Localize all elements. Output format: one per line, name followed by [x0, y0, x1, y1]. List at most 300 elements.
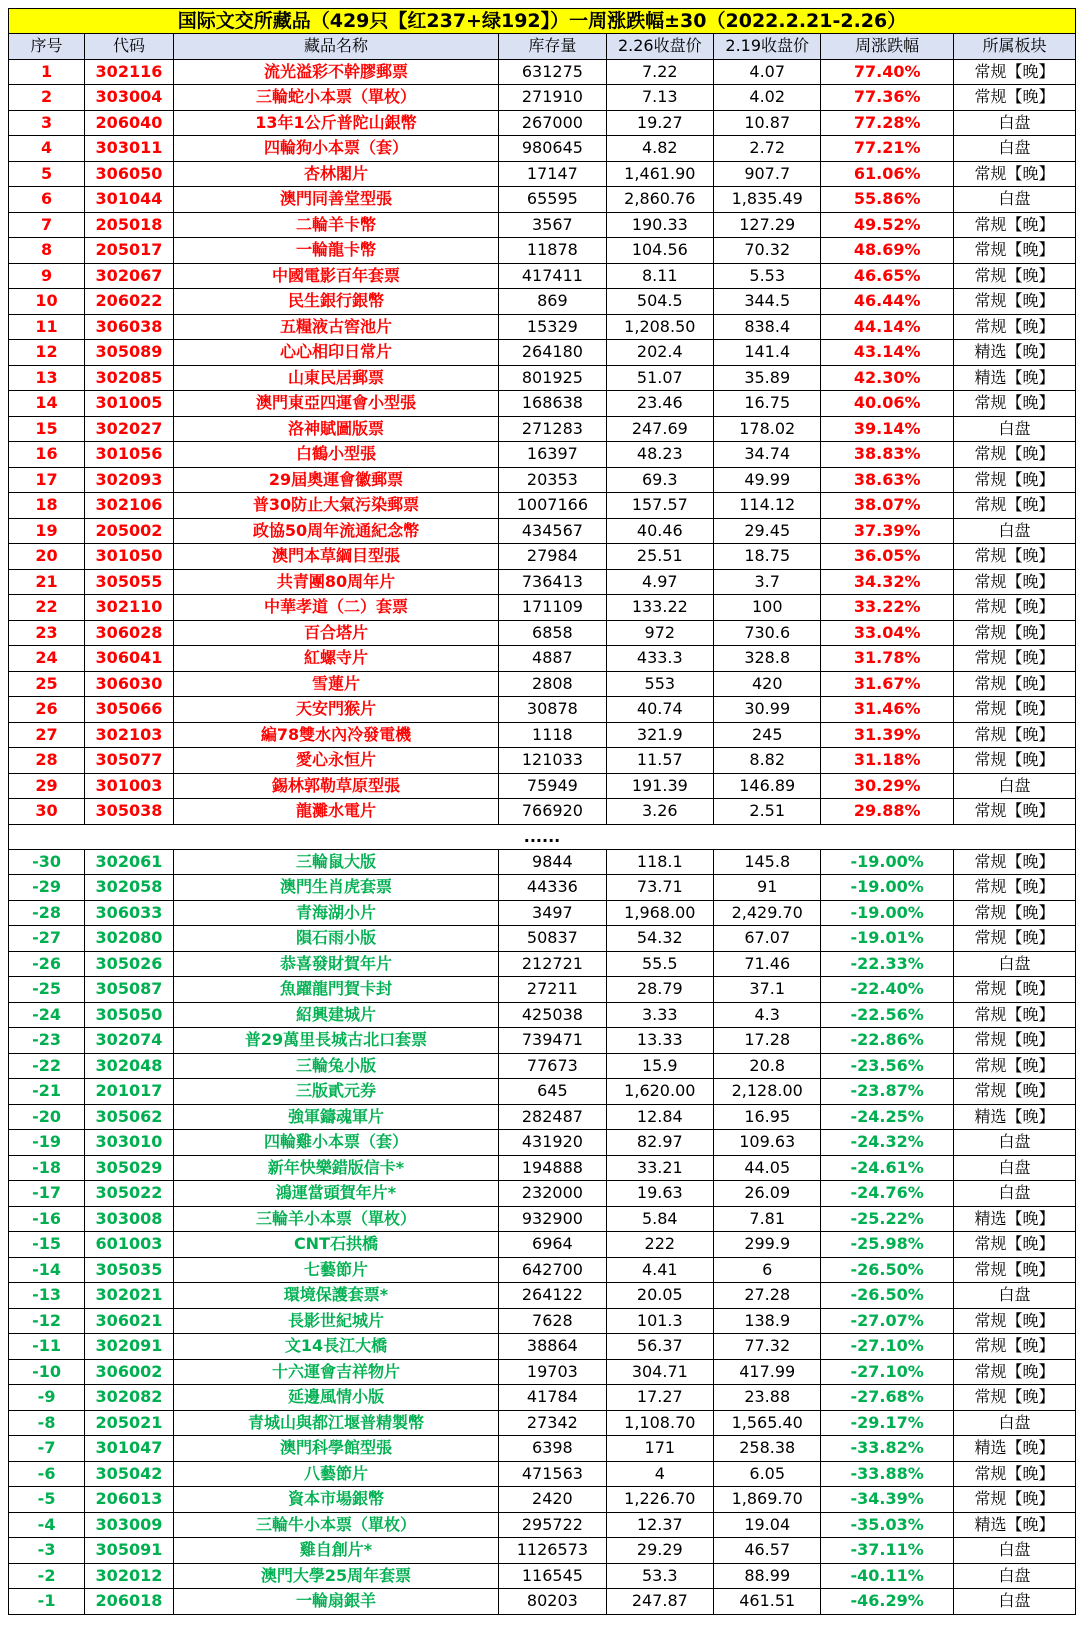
cell-weekly-change: -33.82%	[821, 1436, 953, 1462]
cell-close-0226: 17.27	[606, 1385, 713, 1411]
cell-weekly-change: -25.98%	[821, 1232, 953, 1258]
cell-weekly-change: 29.88%	[821, 799, 953, 825]
cell-name: 四輪狗小本票（套）	[173, 136, 498, 162]
cell-name: 百合塔片	[173, 620, 498, 646]
cell-code: 305055	[85, 569, 174, 595]
cell-index: -8	[9, 1410, 85, 1436]
cell-code: 302080	[85, 926, 174, 952]
cell-weekly-change: 49.52%	[821, 212, 953, 238]
header-close-0226: 2.26收盘价	[606, 34, 713, 60]
cell-board: 常规【晚】	[953, 1359, 1075, 1385]
cell-weekly-change: -23.56%	[821, 1053, 953, 1079]
cell-weekly-change: 33.04%	[821, 620, 953, 646]
cell-close-0219: 4.07	[714, 59, 821, 85]
gainers-section	[9, 59, 1076, 824]
table-row	[9, 59, 1076, 85]
cell-code: 302093	[85, 467, 174, 493]
cell-close-0219: 109.63	[714, 1130, 821, 1156]
cell-close-0219: 907.7	[714, 161, 821, 187]
separator-row	[9, 824, 1076, 849]
cell-index: -30	[9, 849, 85, 875]
cell-weekly-change: -46.29%	[821, 1589, 953, 1615]
cell-close-0226: 55.5	[606, 951, 713, 977]
cell-code: 301044	[85, 187, 174, 213]
cell-code: 206018	[85, 1589, 174, 1615]
cell-close-0219: 114.12	[714, 493, 821, 519]
cell-name: 澳門科學館型張	[173, 1436, 498, 1462]
cell-board: 常规【晚】	[953, 926, 1075, 952]
cell-code: 305050	[85, 1002, 174, 1028]
cell-close-0226: 4.41	[606, 1257, 713, 1283]
cell-index: -27	[9, 926, 85, 952]
table-row	[9, 1028, 1076, 1054]
cell-board: 白盘	[953, 1563, 1075, 1589]
cell-stock: 80203	[499, 1589, 606, 1615]
cell-index: -2	[9, 1563, 85, 1589]
cell-name: 七藝節片	[173, 1257, 498, 1283]
cell-code: 302106	[85, 493, 174, 519]
cell-weekly-change: 31.78%	[821, 646, 953, 672]
cell-name: 鴻運當頭賀年片*	[173, 1181, 498, 1207]
cell-close-0219: 730.6	[714, 620, 821, 646]
cell-code: 306030	[85, 671, 174, 697]
table-row	[9, 671, 1076, 697]
cell-name: 二輪羊卡幣	[173, 212, 498, 238]
cell-name: 四輪雞小本票（套）	[173, 1130, 498, 1156]
cell-code: 302058	[85, 875, 174, 901]
cell-index: -24	[9, 1002, 85, 1028]
cell-close-0226: 40.74	[606, 697, 713, 723]
cell-board: 常规【晚】	[953, 1028, 1075, 1054]
table-row	[9, 467, 1076, 493]
cell-stock: 736413	[499, 569, 606, 595]
cell-board: 精选【晚】	[953, 1104, 1075, 1130]
cell-code: 302103	[85, 722, 174, 748]
cell-name: 紅螺寺片	[173, 646, 498, 672]
cell-stock: 65595	[499, 187, 606, 213]
cell-close-0219: 18.75	[714, 544, 821, 570]
cell-close-0219: 30.99	[714, 697, 821, 723]
cell-name: 13年1公斤普陀山銀幣	[173, 110, 498, 136]
cell-stock: 4887	[499, 646, 606, 672]
table-row	[9, 493, 1076, 519]
cell-board: 白盘	[953, 187, 1075, 213]
cell-board: 常规【晚】	[953, 85, 1075, 111]
table-row	[9, 238, 1076, 264]
cell-stock: 295722	[499, 1512, 606, 1538]
cell-weekly-change: -24.61%	[821, 1155, 953, 1181]
cell-board: 常规【晚】	[953, 467, 1075, 493]
cell-name: 五糧液古窖池片	[173, 314, 498, 340]
cell-name: 白鶴小型張	[173, 442, 498, 468]
cell-stock: 264180	[499, 340, 606, 366]
cell-index: -7	[9, 1436, 85, 1462]
table-row	[9, 926, 1076, 952]
cell-name: 民生銀行銀幣	[173, 289, 498, 315]
cell-close-0226: 53.3	[606, 1563, 713, 1589]
cell-stock: 980645	[499, 136, 606, 162]
cell-close-0226: 191.39	[606, 773, 713, 799]
cell-close-0226: 12.37	[606, 1512, 713, 1538]
table-row	[9, 1002, 1076, 1028]
cell-code: 206022	[85, 289, 174, 315]
cell-close-0219: 417.99	[714, 1359, 821, 1385]
cell-name: 雞自創片*	[173, 1538, 498, 1564]
cell-close-0226: 12.84	[606, 1104, 713, 1130]
cell-index: 17	[9, 467, 85, 493]
cell-stock: 38864	[499, 1334, 606, 1360]
table-row	[9, 951, 1076, 977]
cell-board: 白盘	[953, 1538, 1075, 1564]
cell-code: 305091	[85, 1538, 174, 1564]
cell-code: 301050	[85, 544, 174, 570]
header-weekly-change: 周涨跌幅	[821, 34, 953, 60]
cell-index: -29	[9, 875, 85, 901]
cell-index: -3	[9, 1538, 85, 1564]
cell-code: 302067	[85, 263, 174, 289]
cell-weekly-change: 38.83%	[821, 442, 953, 468]
cell-index: -5	[9, 1487, 85, 1513]
cell-code: 201017	[85, 1079, 174, 1105]
cell-close-0219: 49.99	[714, 467, 821, 493]
cell-close-0219: 17.28	[714, 1028, 821, 1054]
cell-close-0219: 461.51	[714, 1589, 821, 1615]
cell-close-0219: 4.3	[714, 1002, 821, 1028]
cell-weekly-change: -22.86%	[821, 1028, 953, 1054]
cell-board: 白盘	[953, 518, 1075, 544]
cell-stock: 171109	[499, 595, 606, 621]
cell-name: CNT石拱橋	[173, 1232, 498, 1258]
cell-close-0226: 7.22	[606, 59, 713, 85]
cell-close-0219: 27.28	[714, 1283, 821, 1309]
cell-index: -10	[9, 1359, 85, 1385]
cell-weekly-change: 39.14%	[821, 416, 953, 442]
cell-index: 7	[9, 212, 85, 238]
cell-index: -15	[9, 1232, 85, 1258]
cell-close-0219: 16.75	[714, 391, 821, 417]
cell-close-0226: 69.3	[606, 467, 713, 493]
cell-board: 常规【晚】	[953, 1079, 1075, 1105]
table-row	[9, 365, 1076, 391]
cell-stock: 3567	[499, 212, 606, 238]
cell-code: 305066	[85, 697, 174, 723]
cell-board: 白盘	[953, 1130, 1075, 1156]
cell-weekly-change: -24.32%	[821, 1130, 953, 1156]
cell-code: 302021	[85, 1283, 174, 1309]
cell-close-0226: 1,968.00	[606, 900, 713, 926]
cell-board: 白盘	[953, 136, 1075, 162]
cell-weekly-change: -26.50%	[821, 1257, 953, 1283]
cell-code: 601003	[85, 1232, 174, 1258]
cell-close-0219: 26.09	[714, 1181, 821, 1207]
cell-code: 306033	[85, 900, 174, 926]
table-row	[9, 595, 1076, 621]
cell-stock: 264122	[499, 1283, 606, 1309]
cell-code: 206040	[85, 110, 174, 136]
cell-board: 白盘	[953, 951, 1075, 977]
cell-index: 30	[9, 799, 85, 825]
cell-index: -19	[9, 1130, 85, 1156]
cell-stock: 2420	[499, 1487, 606, 1513]
cell-name: 文14長江大橋	[173, 1334, 498, 1360]
cell-close-0226: 202.4	[606, 340, 713, 366]
cell-weekly-change: 77.28%	[821, 110, 953, 136]
cell-close-0226: 222	[606, 1232, 713, 1258]
table-row	[9, 1155, 1076, 1181]
cell-close-0219: 23.88	[714, 1385, 821, 1411]
cell-name: 三輪兔小版	[173, 1053, 498, 1079]
cell-close-0226: 40.46	[606, 518, 713, 544]
cell-board: 常规【晚】	[953, 263, 1075, 289]
cell-close-0219: 2,128.00	[714, 1079, 821, 1105]
cell-close-0226: 20.05	[606, 1283, 713, 1309]
cell-board: 常规【晚】	[953, 442, 1075, 468]
cell-index: 8	[9, 238, 85, 264]
cell-close-0226: 7.13	[606, 85, 713, 111]
cell-board: 白盘	[953, 1589, 1075, 1615]
cell-close-0226: 171	[606, 1436, 713, 1462]
cell-name: 紹興建城片	[173, 1002, 498, 1028]
cell-weekly-change: -37.11%	[821, 1538, 953, 1564]
cell-board: 精选【晚】	[953, 1436, 1075, 1462]
cell-code: 305029	[85, 1155, 174, 1181]
cell-weekly-change: -23.87%	[821, 1079, 953, 1105]
cell-code: 305042	[85, 1461, 174, 1487]
table-row	[9, 1359, 1076, 1385]
cell-close-0219: 34.74	[714, 442, 821, 468]
cell-close-0226: 8.11	[606, 263, 713, 289]
cell-code: 301003	[85, 773, 174, 799]
table-row	[9, 1181, 1076, 1207]
table-row	[9, 977, 1076, 1003]
cell-close-0226: 82.97	[606, 1130, 713, 1156]
table-row	[9, 1589, 1076, 1615]
cell-name: 強軍鑄魂軍片	[173, 1104, 498, 1130]
cell-name: 青城山與都江堰普精製幣	[173, 1410, 498, 1436]
cell-close-0226: 51.07	[606, 365, 713, 391]
header-board: 所属板块	[953, 34, 1075, 60]
cell-close-0219: 146.89	[714, 773, 821, 799]
cell-stock: 194888	[499, 1155, 606, 1181]
table-row	[9, 136, 1076, 162]
cell-close-0219: 37.1	[714, 977, 821, 1003]
cell-board: 白盘	[953, 1181, 1075, 1207]
cell-stock: 3497	[499, 900, 606, 926]
table-row	[9, 1334, 1076, 1360]
cell-board: 常规【晚】	[953, 849, 1075, 875]
cell-code: 302074	[85, 1028, 174, 1054]
cell-close-0226: 433.3	[606, 646, 713, 672]
cell-stock: 631275	[499, 59, 606, 85]
cell-index: -28	[9, 900, 85, 926]
cell-code: 205017	[85, 238, 174, 264]
table-row	[9, 1410, 1076, 1436]
cell-board: 常规【晚】	[953, 391, 1075, 417]
cell-stock: 271910	[499, 85, 606, 111]
cell-name: 資本市場銀幣	[173, 1487, 498, 1513]
cell-close-0226: 1,208.50	[606, 314, 713, 340]
table-row	[9, 799, 1076, 825]
cell-close-0219: 35.89	[714, 365, 821, 391]
cell-weekly-change: 77.40%	[821, 59, 953, 85]
table-row	[9, 161, 1076, 187]
cell-close-0226: 304.71	[606, 1359, 713, 1385]
cell-code: 302061	[85, 849, 174, 875]
cell-index: 13	[9, 365, 85, 391]
table-row	[9, 289, 1076, 315]
cell-code: 302116	[85, 59, 174, 85]
cell-close-0219: 2,429.70	[714, 900, 821, 926]
cell-close-0219: 245	[714, 722, 821, 748]
cell-name: 愛心永恒片	[173, 748, 498, 774]
cell-weekly-change: -26.50%	[821, 1283, 953, 1309]
table-row	[9, 1130, 1076, 1156]
cell-stock: 1118	[499, 722, 606, 748]
separator-section	[9, 824, 1076, 849]
cell-close-0219: 19.04	[714, 1512, 821, 1538]
cell-board: 常规【晚】	[953, 748, 1075, 774]
cell-stock: 271283	[499, 416, 606, 442]
cell-board: 白盘	[953, 1410, 1075, 1436]
cell-close-0226: 2,860.76	[606, 187, 713, 213]
cell-name: 洛神賦圖版票	[173, 416, 498, 442]
cell-weekly-change: -22.40%	[821, 977, 953, 1003]
cell-close-0219: 178.02	[714, 416, 821, 442]
cell-weekly-change: -19.01%	[821, 926, 953, 952]
cell-index: -20	[9, 1104, 85, 1130]
cell-close-0219: 420	[714, 671, 821, 697]
cell-index: -9	[9, 1385, 85, 1411]
cell-index: -16	[9, 1206, 85, 1232]
cell-stock: 766920	[499, 799, 606, 825]
table-row	[9, 1385, 1076, 1411]
cell-name: 澳門本草綱目型張	[173, 544, 498, 570]
cell-stock: 20353	[499, 467, 606, 493]
table-row	[9, 1538, 1076, 1564]
table-row	[9, 773, 1076, 799]
cell-board: 常规【晚】	[953, 569, 1075, 595]
cell-close-0226: 5.84	[606, 1206, 713, 1232]
header-stock: 库存量	[499, 34, 606, 60]
cell-index: -14	[9, 1257, 85, 1283]
cell-weekly-change: -22.56%	[821, 1002, 953, 1028]
cell-board: 常规【晚】	[953, 289, 1075, 315]
cell-board: 常规【晚】	[953, 799, 1075, 825]
table-row	[9, 620, 1076, 646]
cell-close-0226: 972	[606, 620, 713, 646]
cell-weekly-change: 61.06%	[821, 161, 953, 187]
cell-weekly-change: 33.22%	[821, 595, 953, 621]
cell-close-0226: 247.69	[606, 416, 713, 442]
cell-code: 306021	[85, 1308, 174, 1334]
cell-stock: 739471	[499, 1028, 606, 1054]
cell-index: 19	[9, 518, 85, 544]
cell-close-0219: 70.32	[714, 238, 821, 264]
cell-board: 常规【晚】	[953, 595, 1075, 621]
cell-code: 305062	[85, 1104, 174, 1130]
cell-name: 天安門猴片	[173, 697, 498, 723]
cell-index: -12	[9, 1308, 85, 1334]
header-row	[9, 34, 1076, 60]
cell-index: -18	[9, 1155, 85, 1181]
cell-close-0226: 1,620.00	[606, 1079, 713, 1105]
cell-close-0219: 1,869.70	[714, 1487, 821, 1513]
cell-weekly-change: 31.39%	[821, 722, 953, 748]
table-row	[9, 1079, 1076, 1105]
cell-stock: 6858	[499, 620, 606, 646]
cell-stock: 642700	[499, 1257, 606, 1283]
header-code: 代码	[85, 34, 174, 60]
cell-weekly-change: -27.10%	[821, 1334, 953, 1360]
cell-stock: 44336	[499, 875, 606, 901]
cell-weekly-change: -19.00%	[821, 849, 953, 875]
cell-close-0219: 2.51	[714, 799, 821, 825]
cell-index: 27	[9, 722, 85, 748]
cell-name: 澳門大學25周年套票	[173, 1563, 498, 1589]
cell-close-0226: 157.57	[606, 493, 713, 519]
table-row	[9, 442, 1076, 468]
cell-index: 16	[9, 442, 85, 468]
cell-code: 306002	[85, 1359, 174, 1385]
cell-weekly-change: 46.44%	[821, 289, 953, 315]
cell-name: 流光溢彩不幹膠郵票	[173, 59, 498, 85]
cell-board: 常规【晚】	[953, 314, 1075, 340]
cell-name: 中國電影百年套票	[173, 263, 498, 289]
cell-name: 環境保護套票*	[173, 1283, 498, 1309]
cell-stock: 801925	[499, 365, 606, 391]
cell-code: 305026	[85, 951, 174, 977]
cell-name: 一輪龍卡幣	[173, 238, 498, 264]
cell-index: -17	[9, 1181, 85, 1207]
cell-close-0226: 3.33	[606, 1002, 713, 1028]
cell-close-0219: 2.72	[714, 136, 821, 162]
cell-index: 18	[9, 493, 85, 519]
cell-code: 303008	[85, 1206, 174, 1232]
cell-stock: 282487	[499, 1104, 606, 1130]
table-row	[9, 314, 1076, 340]
cell-stock: 11878	[499, 238, 606, 264]
cell-index: 10	[9, 289, 85, 315]
cell-index: -13	[9, 1283, 85, 1309]
cell-index: 12	[9, 340, 85, 366]
cell-name: 八藝節片	[173, 1461, 498, 1487]
cell-name: 中華孝道（二）套票	[173, 595, 498, 621]
cell-board: 常规【晚】	[953, 900, 1075, 926]
cell-close-0219: 71.46	[714, 951, 821, 977]
cell-weekly-change: 42.30%	[821, 365, 953, 391]
cell-index: -1	[9, 1589, 85, 1615]
cell-stock: 27211	[499, 977, 606, 1003]
table-row	[9, 1512, 1076, 1538]
cell-stock: 75949	[499, 773, 606, 799]
table-row	[9, 263, 1076, 289]
cell-code: 303011	[85, 136, 174, 162]
cell-stock: 2808	[499, 671, 606, 697]
cell-board: 常规【晚】	[953, 544, 1075, 570]
cell-name: 編78雙水內冷發電機	[173, 722, 498, 748]
cell-index: 4	[9, 136, 85, 162]
cell-close-0219: 344.5	[714, 289, 821, 315]
cell-code: 306038	[85, 314, 174, 340]
cell-name: 普29萬里長城古北口套票	[173, 1028, 498, 1054]
cell-board: 白盘	[953, 773, 1075, 799]
cell-weekly-change: 43.14%	[821, 340, 953, 366]
cell-close-0219: 5.53	[714, 263, 821, 289]
cell-name: 澳門東亞四運會小型張	[173, 391, 498, 417]
cell-stock: 168638	[499, 391, 606, 417]
cell-board: 常规【晚】	[953, 671, 1075, 697]
cell-close-0226: 23.46	[606, 391, 713, 417]
